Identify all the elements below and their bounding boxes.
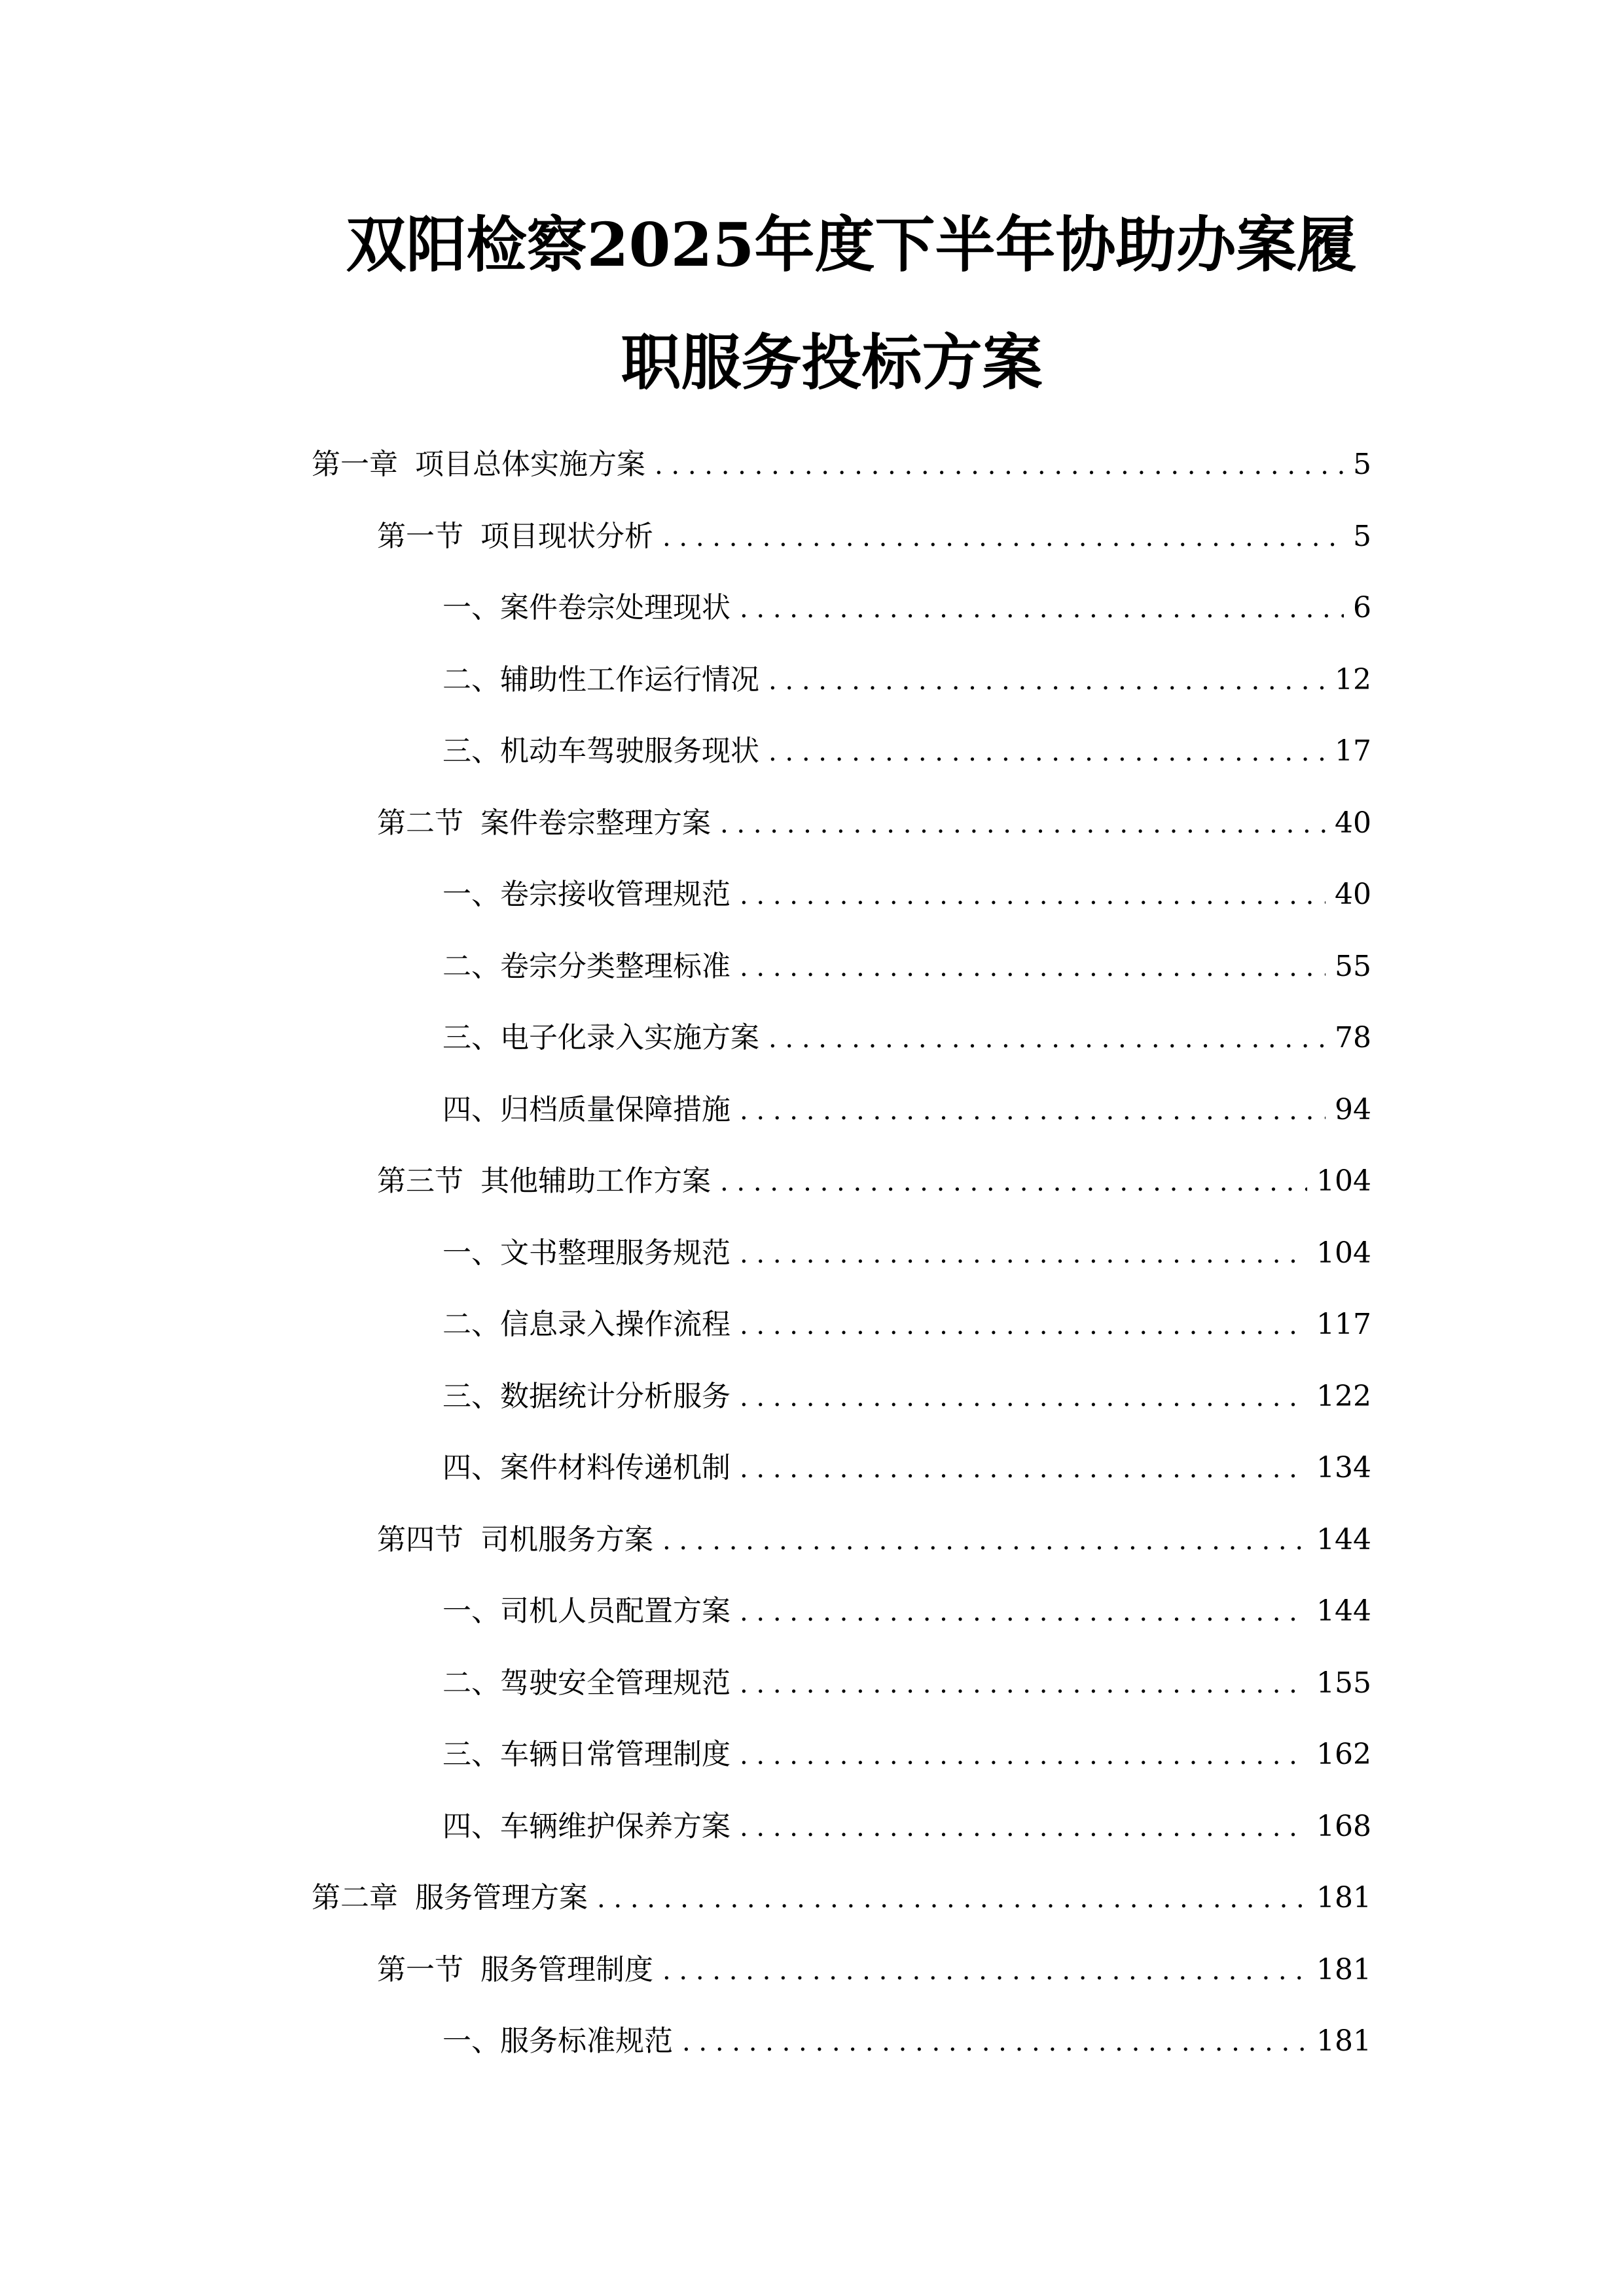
toc-entry[interactable] [377,1950,1371,1990]
toc-entry-number: 第一节 [377,519,463,553]
toc-dot-leader [740,1664,1307,1704]
document-title-line-1: 双阳检察2025年度下半年协助办案履 [346,209,1357,280]
toc-entry-title: 车辆维护保养方案 [500,1809,731,1843]
toc-entry-title: 案件材料传递机制 [500,1451,731,1484]
toc-entry-page-number: 17 [1335,734,1371,768]
toc-entry-number: 第四节 [377,1522,463,1556]
toc-entry-number: 二、 [442,949,500,983]
toc-entry-number: 一、 [442,591,500,624]
toc-entry-title: 服务管理方案 [415,1881,588,1914]
toc-entry-number: 一、 [442,2024,500,2058]
toc-entry-page-number: 144 [1316,1594,1371,1628]
toc-entry[interactable] [442,1807,1371,1846]
toc-entry-title: 电子化录入实施方案 [500,1021,759,1054]
toc-entry-title: 辅助性工作运行情况 [500,662,759,696]
toc-dot-leader [740,589,1344,628]
toc-entry[interactable] [442,2022,1371,2061]
toc-entry-number: 第二章 [312,1881,398,1914]
toc-entry-number: 三、 [442,1021,500,1054]
toc-entry-title: 车辆日常管理制度 [500,1738,731,1771]
toc-dot-leader [768,661,1326,700]
toc-entry[interactable] [442,1735,1371,1774]
toc-entry-title: 数据统计分析服务 [500,1379,731,1413]
toc-entry-title: 项目现状分析 [480,519,653,553]
toc-entry-number: 一、 [442,1594,500,1628]
toc-entry[interactable] [442,660,1371,700]
toc-dot-leader [662,1521,1307,1560]
toc-dot-leader [740,1808,1307,1847]
toc-entry-title: 信息录入操作流程 [500,1308,731,1341]
toc-entry[interactable] [377,517,1371,556]
toc-entry-page-number: 104 [1316,1236,1371,1270]
toc-entry[interactable] [312,1878,1371,1918]
toc-entry-page-number: 162 [1316,1738,1371,1771]
toc-entry-number: 三、 [442,1379,500,1413]
toc-entry-title: 案件卷宗处理现状 [500,591,731,624]
toc-entry-page-number: 5 [1353,448,1371,481]
toc-dot-leader [740,876,1326,915]
toc-dot-leader [740,1449,1307,1488]
toc-entry-number: 一、 [442,878,500,911]
toc-entry-number: 第二节 [377,806,463,840]
toc-entry-number: 三、 [442,734,500,768]
toc-dot-leader [740,948,1326,987]
toc-entry-title: 文书整理服务规范 [500,1236,731,1270]
toc-entry-page-number: 104 [1316,1164,1371,1198]
toc-entry-number: 二、 [442,1308,500,1341]
toc-dot-leader [720,804,1326,844]
toc-entry-title: 项目总体实施方案 [415,448,645,481]
toc-entry[interactable] [442,732,1371,771]
toc-entry-title: 驾驶安全管理规范 [500,1666,731,1700]
toc-entry-number: 四、 [442,1809,500,1843]
toc-dot-leader [740,1592,1307,1632]
toc-entry-number: 第三节 [377,1164,463,1198]
toc-entry-number: 一、 [442,1236,500,1270]
toc-entry[interactable] [442,1234,1371,1273]
toc-entry-number: 第一章 [312,448,398,481]
toc-entry-title: 卷宗接收管理规范 [500,878,731,911]
toc-entry-title: 服务管理制度 [480,1952,653,1986]
toc-entry-page-number: 78 [1335,1021,1371,1054]
toc-entry-page-number: 6 [1353,591,1371,624]
toc-entry[interactable] [377,804,1371,843]
toc-entry-number: 三、 [442,1738,500,1771]
toc-entry-page-number: 94 [1335,1092,1371,1126]
toc-entry-title: 服务标准规范 [500,2024,673,2058]
toc-dot-leader [740,1378,1307,1417]
toc-entry[interactable] [442,1664,1371,1703]
toc-entry-page-number: 55 [1335,949,1371,983]
toc-dot-leader [740,1234,1307,1274]
toc-dot-leader [740,1736,1307,1775]
toc-entry-page-number: 12 [1335,662,1371,696]
toc-dot-leader [662,518,1344,557]
toc-entry[interactable] [312,445,1371,484]
toc-entry[interactable] [442,588,1371,628]
toc-entry-title: 司机人员配置方案 [500,1594,731,1628]
toc-dot-leader [740,1306,1307,1345]
toc-entry[interactable] [442,1448,1371,1488]
toc-entry-title: 机动车驾驶服务现状 [500,734,759,768]
toc-entry-page-number: 5 [1353,519,1371,553]
toc-dot-leader [682,2022,1307,2062]
toc-entry[interactable] [442,1305,1371,1344]
toc-dot-leader [655,446,1344,485]
toc-entry-title: 司机服务方案 [480,1522,653,1556]
toc-dot-leader [662,1951,1307,1990]
toc-entry-page-number: 181 [1316,1952,1371,1986]
toc-entry[interactable] [442,1592,1371,1631]
toc-dot-leader [740,1091,1326,1130]
toc-entry-page-number: 40 [1335,806,1371,840]
toc-entry-title: 其他辅助工作方案 [480,1164,711,1198]
toc-entry-number: 四、 [442,1092,500,1126]
toc-entry[interactable] [442,1090,1371,1130]
toc-entry-page-number: 122 [1316,1379,1371,1413]
toc-entry-page-number: 40 [1335,878,1371,911]
toc-entry[interactable] [377,1520,1371,1560]
document-title-line-2: 职服务投标方案 [621,327,1043,398]
toc-entry[interactable] [442,1377,1371,1416]
toc-entry[interactable] [442,875,1371,914]
toc-entry-title: 案件卷宗整理方案 [480,806,711,840]
toc-dot-leader [768,732,1326,772]
toc-entry-number: 第一节 [377,1952,463,1986]
toc-entry-page-number: 134 [1316,1451,1371,1484]
toc-entry-number: 四、 [442,1451,500,1484]
toc-entry-page-number: 155 [1316,1666,1371,1700]
toc-entry-page-number: 168 [1316,1809,1371,1843]
toc-dot-leader [720,1162,1307,1202]
toc-entry-number: 二、 [442,662,500,696]
toc-entry-page-number: 181 [1316,2024,1371,2058]
toc-entry-title: 卷宗分类整理标准 [500,949,731,983]
toc-entry-page-number: 181 [1316,1881,1371,1914]
toc-entry[interactable] [442,947,1371,986]
toc-entry-number: 二、 [442,1666,500,1700]
toc-dot-leader [768,1019,1326,1058]
toc-dot-leader [597,1879,1307,1918]
toc-entry-page-number: 144 [1316,1522,1371,1556]
toc-entry-title: 归档质量保障措施 [500,1092,731,1126]
toc-entry[interactable] [442,1018,1371,1058]
toc-entry-page-number: 117 [1316,1308,1371,1341]
toc-entry[interactable] [377,1162,1371,1201]
